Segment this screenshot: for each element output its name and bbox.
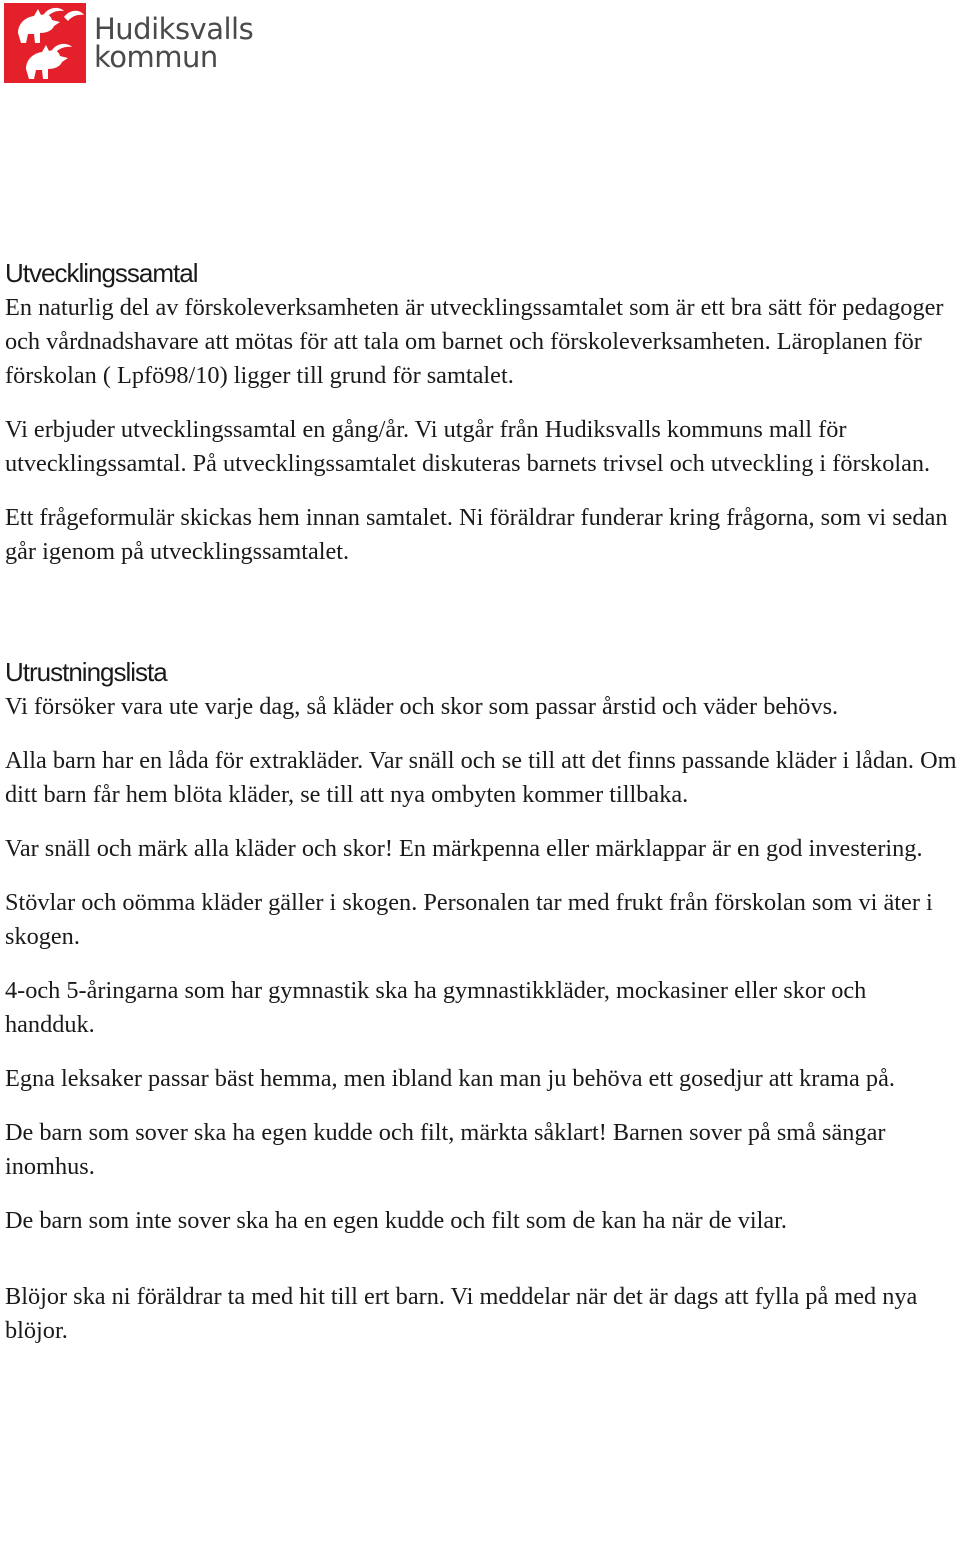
paragraph: En naturlig del av förskoleverksamheten är utvecklingssamtalet som är ett bra sätt för pedagoger och vårdnadshavare att mötas för att tala om barnet och förskoleverksamheten. Läroplanen för förskolan ( Lpfö98/10) ligger till grund för samtalet. [5,294,944,389]
paragraph: Blöjor ska ni föräldrar ta med hit till ert barn. Vi meddelar när det är dags att fylla på med nya blöjor. [5,1283,918,1344]
paragraph: 4-och 5-åringarna som har gymnastik ska ha gymnastikkläder, mockasiner eller skor och handduk. [5,977,867,1038]
wordmark-line-2: kommun [94,40,218,74]
paragraph: Alla barn har en låda för extrakläder. Var snäll och se till att det finns passande kläder i lådan. Om ditt barn får hem blöta kläder, se till att nya ombyten kommer tillbaka. [5,747,957,808]
section-heading: Utrustningslista [5,657,167,687]
paragraph: De barn som inte sover ska ha en egen kudde och filt som de kan ha när de vilar. [5,1207,787,1234]
paragraph: Vi försöker vara ute varje dag, så kläder och skor som passar årstid och väder behövs. [5,693,839,720]
section-utrustningslista [5,654,960,1348]
municipality-wordmark [94,12,254,74]
hudiksvalls-logo [4,3,253,83]
wordmark-line-1: Hudiksvalls [94,12,254,46]
paragraph: Ett frågeformulär skickas hem innan samtalet. Ni föräldrar funderar kring frågorna, som vi sedan går igenom på utvecklingssamtalet. [5,504,948,565]
paragraph: Egna leksaker passar bäst hemma, men ibland kan man ju behöva ett gosedjur att krama på. [5,1065,895,1092]
document-body [5,255,960,1368]
section-utvecklingssamtal [5,255,960,569]
paragraph: Vi erbjuder utvecklingssamtal en gång/år. Vi utgår från Hudiksvalls kommuns mall för utvecklingssamtal. På utvecklingssamtalet diskuteras barnets trivsel och utveckling i förskolan. [5,416,931,477]
goat-emblem-icon [4,3,86,83]
paragraph: Var snäll och märk alla kläder och skor! En märkpenna eller märklappar är en god investering. [5,835,923,862]
paragraph: De barn som sover ska ha egen kudde och filt, märkta såklart! Barnen sover på små sängar inomhus. [5,1119,886,1180]
paragraph: Stövlar och oömma kläder gäller i skogen. Personalen tar med frukt från förskolan som vi äter i skogen. [5,889,933,950]
section-heading: Utvecklingssamtal [5,258,198,288]
